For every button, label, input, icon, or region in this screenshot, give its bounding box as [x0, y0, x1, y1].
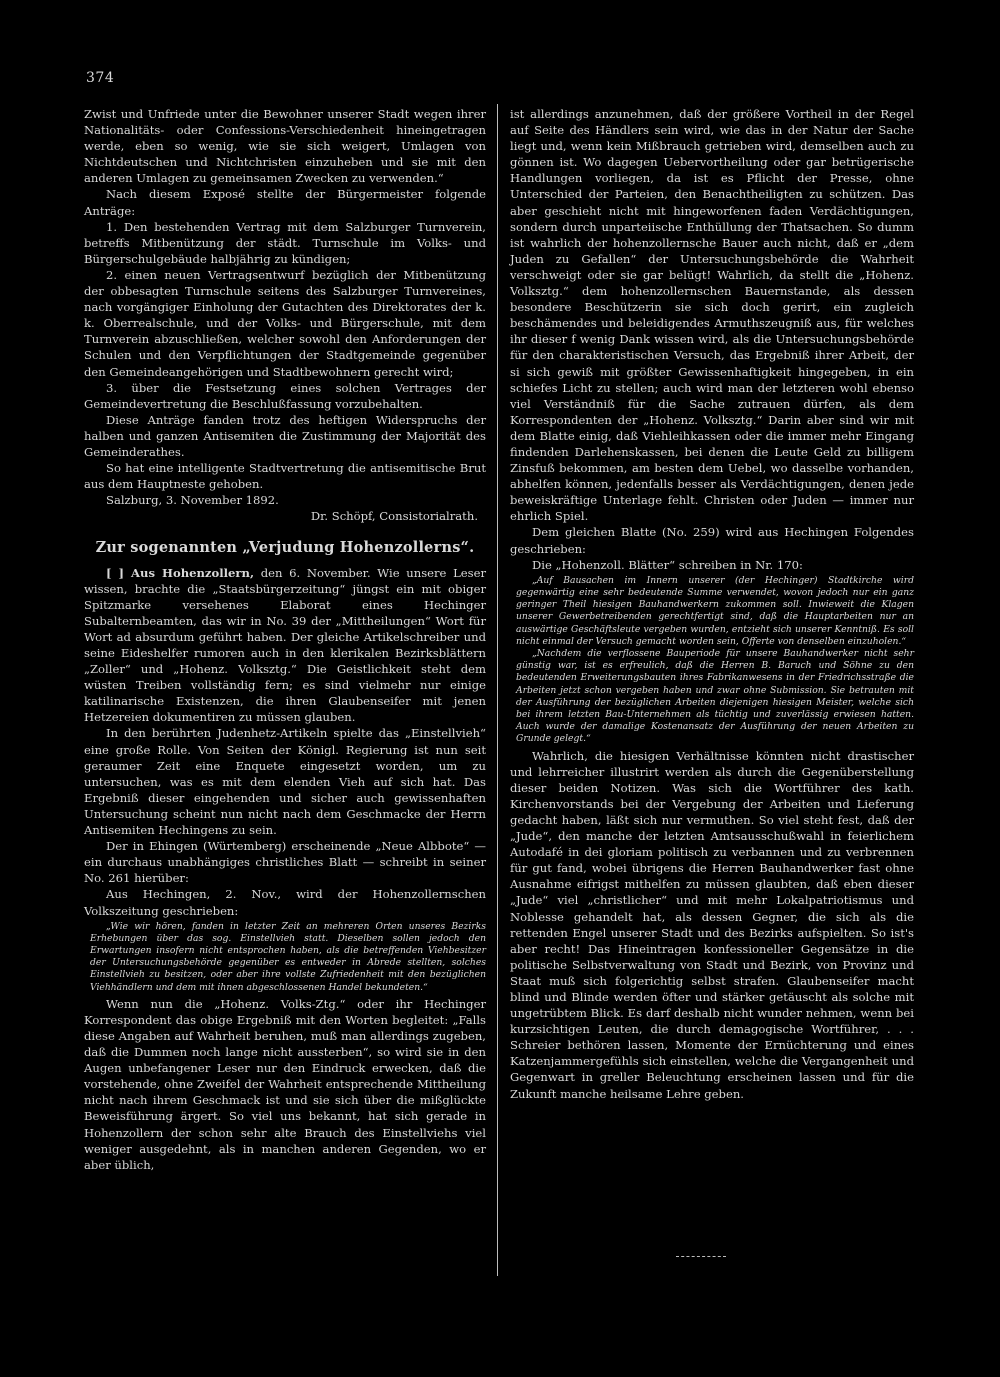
quote-text: „Wie wir hören, fanden in letzter Zeit an mehreren Orten unseres Bezirks Erhebungen über das sog. Einstellvieh statt. Dieselben sollen jedoch den Erwartungen insofern nicht entsprochen haben, als die betreffenden Viehbesitzer der Untersuchungsbehörde gegenüber es entweder in Abrede stellten, solches Einstellvieh zu besitzen, oder aber ihre vollste Zufriedenheit mit den bezüglichen Viehhändlern und dem mit ihnen abgeschlossenen Handel bekundeten.“ — [90, 920, 486, 993]
closing-paragraph: Wahrlich, die hiesigen Verhältnisse könnten nicht drastischer und lehrreicher illustrirt werden als durch die Gegenüberstellung dieser beiden Notizen. Was sich die Wortführer des kath. Kirchenvorstands bei der Vergebung der Arbeiten und Lieferung gedacht haben, läßt sich nur vermuthen. So viel steht fest, daß der „Jude“, den manche der letzten Amtsausschußwahl in feierlichem Autodafé in dei gloriam politisch zu verbannen und zu verbrennen für gut fand, wobei übrigens die Herren Bauhandwerker fast ohne Ausnahme eifrigst mithelfen zu müssen glaubten, daß eben dieser „Jude“ viel „christlicher“ und mit mehr Lokalpatriotismus und Noblesse gehandelt hat, als dessen Gegner, die sich als die rettenden Engel unserer Stadt und des Bezirks aufspielten. So ist's aber recht! Das Hineintragen konfessioneller Gegensätze in die politische Selbstverwaltung von Stadt und Bezirk, von Provinz und Staat muß sich folgerichtig selbst strafen. Glaubenseifer macht blind und Blinde werden öfter und stärker getäuscht als solche mit ungetrübtem Blick. Es darf deshalb nicht wunder nehmen, wenn bei kurzsichtigen Leuten, die durch demagogische Wortführer, . . . Schreier bethören lassen, Momente der Ernüchterung und eines Katzenjammergefühls sich einstellen, welche die Vergangenheit und Gegenwart in greller Beleuchtung erscheinen lassen und für die Zukunft manche heilsame Lehre geben. — [510, 748, 914, 1101]
right-column — [510, 106, 914, 1102]
commentary-paragraph: Wenn nun die „Hohenz. Volks-Ztg.“ oder ihr Hechinger Korrespondent das obige Ergebniß mit den Worten begleitet: „Falls diese Angaben auf Wahrheit beruhen, muß man allerdings zugeben, daß die Dummen noch lange nicht aussterben“, so wird sie in den Augen unbefangener Leser nur den Eindruck erwecken, daß die vorstehende, ohne Zweifel der Wahrheit entsprechende Mittheilung nicht nach ihrem Geschmack ist und sie sich über die mißglückte Beweisführung ärgert. So viel uns bekannt, hat sich gerade in Hohenzollern der schon sehr alte Brauch des Einstellviehs viel weniger ausgedehnt, als in manchen anderen Gegenden, wo er aber üblich, — [84, 996, 486, 1172]
report-paragraph — [84, 565, 486, 726]
signature: Dr. Schöpf, Consistorialrath. — [310, 509, 478, 524]
left-column — [84, 106, 486, 1173]
page-number: 374 — [86, 70, 115, 86]
blatt-intro: Dem gleichen Blatte (No. 259) wird aus Hechingen Folgendes geschrieben: — [510, 525, 914, 556]
article-headline: Zur sogenannten „Verjudung Hohenzollerns“. — [95, 539, 475, 557]
end-rule — [676, 1256, 726, 1257]
quote-stadtkirche — [510, 575, 914, 746]
blaetter-intro: Die „Hohenzoll. Blätter“ schreiben in Nr. 170: — [532, 557, 803, 572]
motion-2: 2. einen neuen Vertragsentwurf bezüglich der Mitbenützung der obbesagten Turnschule seitens des Salzburger Turnvereines, nach vorgängiger Einholung der Gutachten des Direktorates der k. k. Oberrealschule, und der Volks- und Bürgerschule, mit dem Turnverein abzuschließen, welcher sowohl den Anforderungen der Schulen und den Verpflichtungen der Stadtgemeinde gegenüber den Gemeindeangehörigen und Stadtbewohnern gerecht wird; — [84, 267, 486, 379]
motion-1: 1. Den bestehenden Vertrag mit dem Salzburger Turnverein, betreffs Mitbenützung der städt. Turnschule im Volks- und Bürgerschulgebäude halbjährig zu kündigen; — [84, 219, 486, 266]
hechingen-intro: Aus Hechingen, 2. Nov., wird der Hohenzollernschen Volkszeitung geschrieben: — [84, 887, 486, 918]
dateline: Salzburg, 3. November 1892. — [106, 493, 279, 508]
quote-text: „Auf Bausachen im Innern unserer (der Hechinger) Stadtkirche wird gegenwärtig eine sehr bedeutende Summe verwendet, wovon jedoch nur ein ganz geringer Theil hiesigen Bauhandwerkern zukommen soll. Inwieweit die Klagen unserer Gewerbetreibenden gerechtfertigt sind, daß die Hauptarbeiten nur an auswärtige Geschäftsleute vergeben wurden, entzieht sich unserer Kenntniß. Es soll nicht einmal der Versuch gemacht worden sein, Offerte von denselben einzuholen.“ — [516, 574, 914, 647]
column-divider — [497, 104, 498, 1276]
albbote-intro: Der in Ehingen (Würtemberg) erscheinende „Neue Albbote“ — ein durchaus unabhängiges christliches Blatt — schreibt in seiner No. 261 hierüber: — [84, 839, 486, 886]
spacer — [84, 524, 486, 534]
quote-einstellvieh — [84, 921, 486, 994]
expose-intro: Nach diesem Exposé stellte der Bürgermeister folgende Anträge: — [84, 187, 486, 218]
continuation-paragraph: ist allerdings anzunehmen, daß der größere Vortheil in der Regel auf Seite des Händlers sein wird, wie das in der Natur der Sache liegt und, wenn kein Mißbrauch getrieben wird, demselben auch zu gönnen ist. Wo dagegen Uebervortheilung oder gar betrügerische Handlungen vorliegen, da ist es Pflicht der Presse, ohne Unterschied der Parteien, den Benachtheiligten zu schützen. Das aber geschieht nicht mit hingeworfenen faden Verdächtigungen, sondern durch unparteiische Enthüllung der Thatsachen. So dumm ist wahrlich der hohenzollernsche Bauer auch nicht, daß er „dem Juden zu Gefallen“ der Untersuchungsbehörde die Wahrheit verschweigt oder sie gar belügt! Wahrlich, da stellt die „Hohenz. Volksztg.“ dem hohenzollernschen Bauernstande, als dessen besondere Beschützerin sie sich doch gerirt, ein zugleich beschämendes und beleidigendes Armuthszeugniß aus, für welches ihr dieser f wenig Dank wissen wird, als die Untersuchungsbehörde für den charakteristischen Versuch, das Ergebniß ihrer Arbeit, der si sich gewiß mit größter Gewissenhaftigkeit hingegeben, in ein schiefes Licht zu stellen; auch wird man der letzteren wohl ebenso viel Verständniß für die Sache zutrauen dürfen, als dem Korrespondenten der „Hohenz. Volksztg.“ Darin aber sind wir mit dem Blatte einig, daß Viehleihkassen oder die immer mehr Eingang findenden Darlehenskassen, bei denen die Leute Geld zu billigem Zinsfuß bekommen, am besten dem Uebel, wo dasselbe vorhanden, abhelfen können, jedenfalls besser als Verdächtigungen, denen jede beweiskräftige Unterlage fehlt. Christen oder Juden — immer nur ehrlich Spiel. — [510, 107, 914, 524]
einstellvieh-paragraph: In den berührten Judenhetz-Artikeln spielte das „Einstellvieh“ eine große Rolle. Von Seiten der Königl. Regierung ist nun seit geraumer Zeit eine Enquete eingesetzt worden, um zu untersuchen, was es mit dem elenden Vieh auf sich hat. Das Ergebniß dieser eingehenden und sicher auch gewissenhaften Untersuchung scheint nun nicht nach dem Geschmacke der Herrn Antisemiten Hechingens zu sein. — [84, 726, 486, 838]
adoption-paragraph: Diese Anträge fanden trotz des heftigen Widerspruchs der halben und ganzen Antisemiten die Zustimmung der Majorität des Gemeinderathes. — [84, 412, 486, 459]
quote-text: „Nachdem die verflossene Bauperiode für unsere Bauhandwerker nicht sehr günstig war, ist es erfreulich, daß die Herren B. Baruch und Söhne zu den bedeutenden Erweiterungsbauten ihres Fabrikanwesens in der Friedrichsstraße die Arbeiten jetzt schon vergeben haben und zwar ohne Submission. Sie betrauten mit der Ausführung der bezüglichen Arbeiten diejenigen hiesigen Meister, welche sich bei ihrem letzten Bau-Unternehmen als tüchtig und zuverlässig erwiesen hatten. Auch wurde der damalige Kostenansatz der Ausführung der neuen Arbeiten zu Grunde gelegt.“ — [516, 647, 914, 745]
opening-paragraph: Zwist und Unfriede unter die Bewohner unserer Stadt wegen ihrer Nationalitäts- oder Confessions-Verschiedenheit hineingetragen werde, eben so wenig, wie sie sich weigert, Umlagen von Nichtdeutschen und Nichtchristen einzuheben und sie mit den anderen Umlagen zu gemeinsamen Zwecken zu verwenden.“ — [84, 107, 486, 186]
report-source: [ ] Aus Hohenzollern, — [106, 565, 255, 580]
motion-3: 3. über die Festsetzung eines solchen Vertrages der Gemeindevertretung die Beschlußfassung vorzubehalten. — [84, 380, 486, 411]
conclusion-paragraph: So hat eine intelligente Stadtvertretung die antisemitische Brut aus dem Hauptneste gehoben. — [84, 461, 486, 492]
report-text: den 6. November. Wie unsere Leser wissen, brachte die „Staatsbürgerzeitung“ jüngst ein mit obiger Spitzmarke versehenes Elaborat eines Hechinger Subalternbeamten, das wir in No. 39 der „Mittheilungen“ Wort für Wort ad absurdum geführt haben. Der gleiche Artikelschreiber und seine Eideshelfer rumoren auch in den klerikalen Bezirksblättern „Zoller“ und „Hohenz. Volksztg.“ Die Geistlichkeit steht dem wüsten Treiben vollständig fern; es sind vielmehr nur einige katilinarische Existenzen, die ihren Glaubenseifer mit jenen Hetzereien dokumentiren zu müssen glauben. — [84, 565, 487, 725]
